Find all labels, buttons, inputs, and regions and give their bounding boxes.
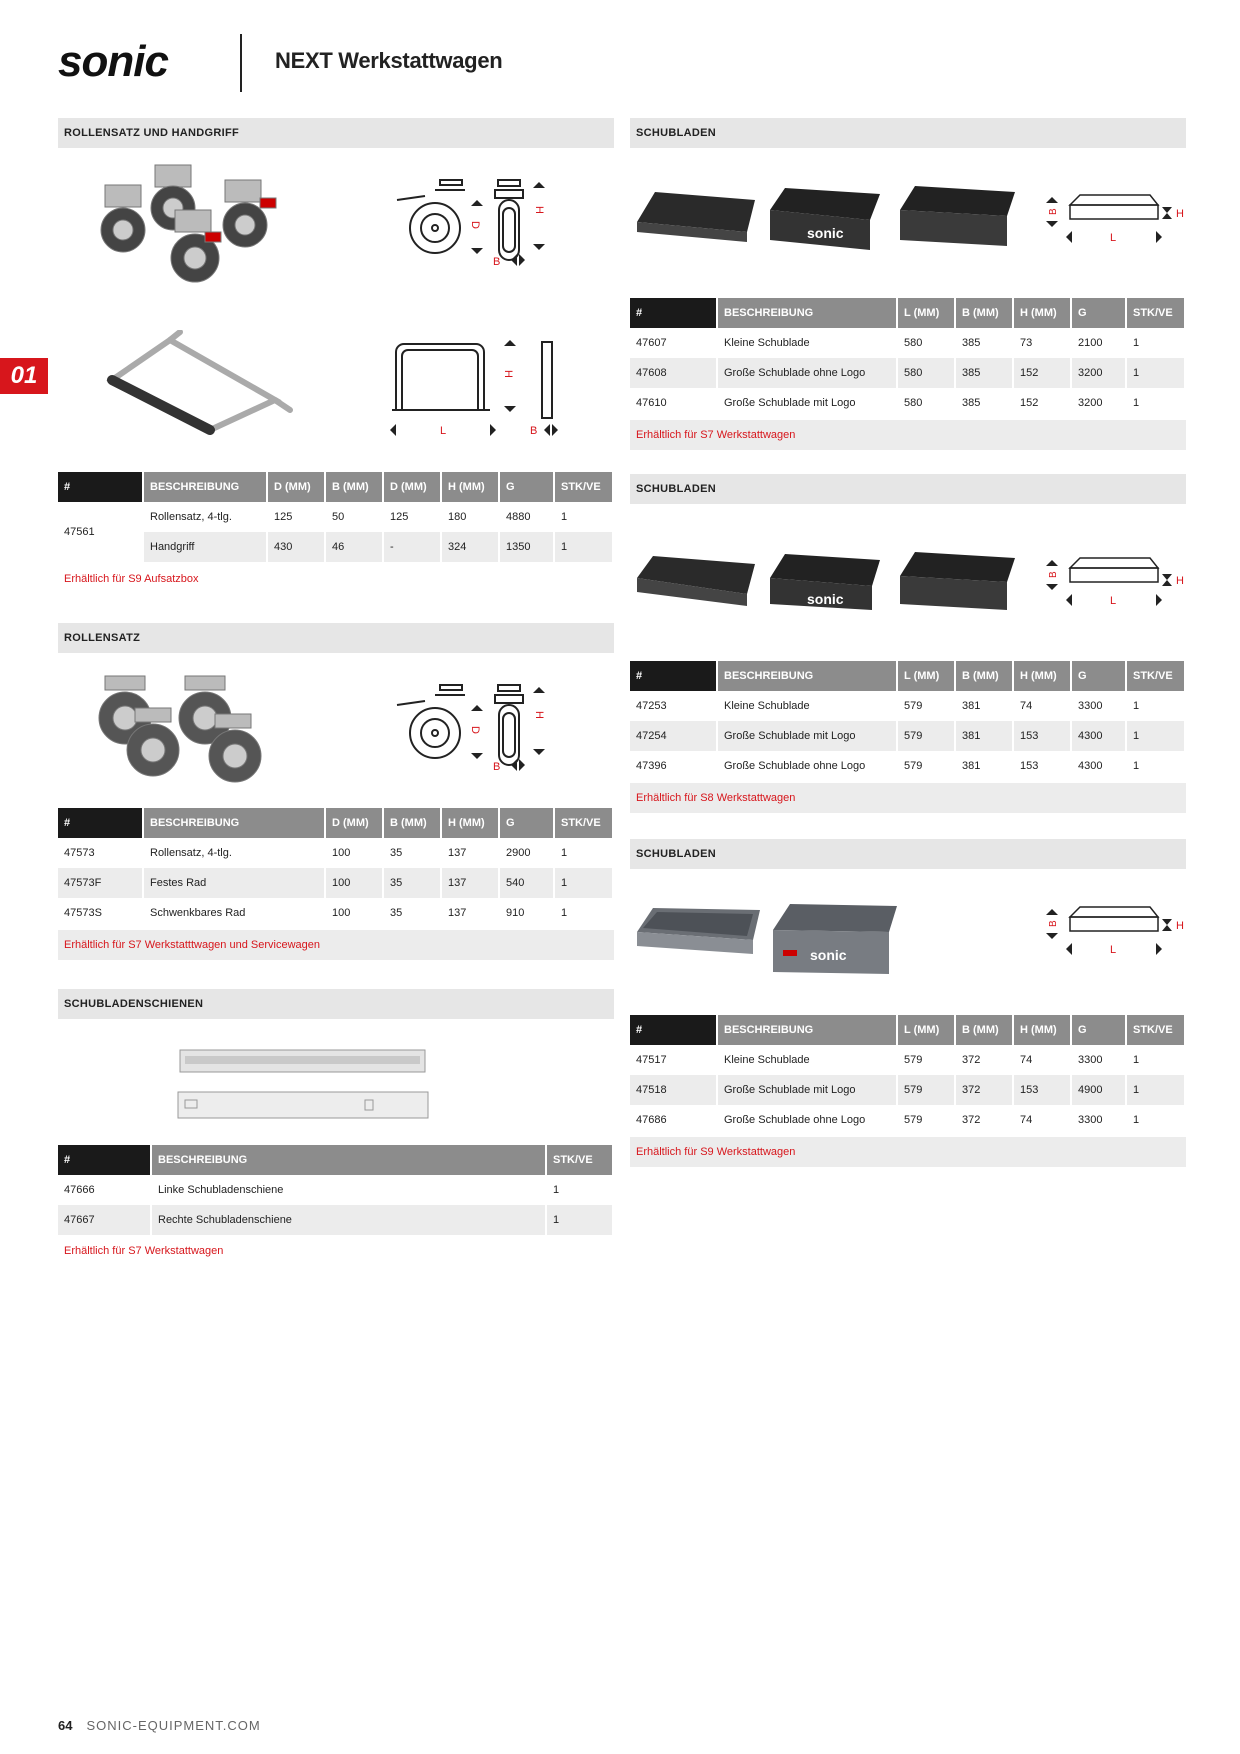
col-header: B (MM) <box>955 298 1013 328</box>
drawers-image-s7 <box>635 180 1025 255</box>
col-header: H (MM) <box>441 472 499 502</box>
col-header: G <box>1071 661 1126 691</box>
table-row: 47396 Große Schublade ohne Logo 579 381 153 4300 1 <box>630 751 1185 781</box>
col-header: STK/VE <box>1126 1015 1185 1045</box>
svg-text:H: H <box>1176 575 1184 587</box>
col-header: # <box>630 298 717 328</box>
drawers-image-s9 <box>635 900 905 980</box>
page-footer <box>58 1718 261 1733</box>
svg-text:L: L <box>440 425 447 437</box>
caster-dimension-drawing-2 <box>395 683 565 778</box>
table-row: 47666 Linke Schubladenschiene 1 <box>58 1175 613 1205</box>
svg-text:B: B <box>1048 571 1059 578</box>
availability-note: Erhältlich für S9 Aufsatzbox <box>64 573 199 585</box>
svg-text:B: B <box>493 761 501 773</box>
col-header: L (MM) <box>897 661 955 691</box>
table-row: 47518 Große Schublade mit Logo 579 372 153 4900 1 <box>630 1075 1185 1105</box>
table-row: 47517 Kleine Schublade 579 372 74 3300 1 <box>630 1045 1185 1075</box>
table-row: 47610 Große Schublade mit Logo 580 385 152 3200 1 <box>630 388 1185 418</box>
col-header: BESCHREIBUNG <box>717 661 897 691</box>
table-row: 47573 Rollensatz, 4-tlg. 100 35 137 2900 1 <box>58 838 613 868</box>
col-header: BESCHREIBUNG <box>151 1145 546 1175</box>
col-header: BESCHREIBUNG <box>143 808 325 838</box>
col-header: H (MM) <box>1013 661 1071 691</box>
availability-note: Erhältlich für S7 Werkstatttwagen und Servicewagen <box>58 930 614 960</box>
col-header: D (MM) <box>383 472 441 502</box>
drawer-dimension-drawing-s7 <box>1040 193 1190 248</box>
website-link[interactable]: SONIC-EQUIPMENT.COM <box>86 1718 261 1733</box>
col-header: B (MM) <box>955 1015 1013 1045</box>
col-header: H (MM) <box>1013 298 1071 328</box>
sonic-logo <box>58 40 208 84</box>
col-header: STK/VE <box>546 1145 613 1175</box>
table-schienen <box>58 1145 614 1235</box>
svg-text:D: D <box>469 221 481 229</box>
availability-note: Erhältlich für S7 Werkstattwagen <box>64 1245 224 1257</box>
handle-dimension-drawing <box>390 340 565 440</box>
drawer-dimension-drawing-s8 <box>1040 556 1190 611</box>
col-header: G <box>499 808 554 838</box>
col-header: G <box>1071 1015 1126 1045</box>
col-header: D (MM) <box>325 808 383 838</box>
col-header: # <box>58 1145 151 1175</box>
section-heading-schubladen-s8: SCHUBLADEN <box>630 474 1186 504</box>
svg-text:B: B <box>1048 920 1059 927</box>
svg-text:sonic: sonic <box>807 225 844 241</box>
col-header: BESCHREIBUNG <box>717 1015 897 1045</box>
table-row: 47608 Große Schublade ohne Logo 580 385 152 3200 1 <box>630 358 1185 388</box>
col-header: H (MM) <box>1013 1015 1071 1045</box>
svg-text:B: B <box>1048 208 1059 215</box>
col-header: # <box>630 661 717 691</box>
col-header: G <box>499 472 554 502</box>
table-row: 47607 Kleine Schublade 580 385 73 2100 1 <box>630 328 1185 358</box>
svg-text:H: H <box>1176 208 1184 220</box>
table-row: Handgriff 430 46 - 324 1350 1 <box>58 532 613 562</box>
col-header: L (MM) <box>897 298 955 328</box>
chapter-tab: 01 <box>0 358 48 394</box>
col-header: G <box>1071 298 1126 328</box>
caster-dimension-drawing <box>395 178 565 273</box>
svg-text:L: L <box>1110 595 1117 607</box>
svg-text:D: D <box>469 726 481 734</box>
col-header: STK/VE <box>554 808 613 838</box>
col-header: B (MM) <box>325 472 383 502</box>
page-title: NEXT Werkstattwagen <box>275 48 503 73</box>
table-row: 47573S Schwenkbares Rad 100 35 137 910 1 <box>58 898 613 928</box>
col-header: # <box>630 1015 717 1045</box>
col-header: H (MM) <box>441 808 499 838</box>
col-header: B (MM) <box>955 661 1013 691</box>
drawers-image-s8 <box>635 548 1025 623</box>
table-row: 47667 Rechte Schubladenschiene 1 <box>58 1205 613 1235</box>
svg-text:sonic: sonic <box>807 591 844 607</box>
svg-text:H: H <box>502 370 514 378</box>
col-header: STK/VE <box>1126 298 1185 328</box>
svg-text:sonic: sonic <box>58 40 168 84</box>
svg-text:H: H <box>1176 920 1184 932</box>
table-schubladen-s8 <box>630 661 1186 781</box>
drawer-dimension-drawing-s9 <box>1040 905 1190 960</box>
page-number: 64 <box>58 1718 73 1733</box>
col-header: BESCHREIBUNG <box>717 298 897 328</box>
table-rollensatz-handgriff <box>58 472 614 562</box>
svg-text:sonic: sonic <box>810 947 847 963</box>
section-heading-schubladen-s9: SCHUBLADEN <box>630 839 1186 869</box>
section-heading-schubladen-s7: SCHUBLADEN <box>630 118 1186 148</box>
table-row: 47561 Rollensatz, 4-tlg. 125 50 125 180 4880 1 <box>58 502 613 532</box>
caster-set-image-2 <box>95 668 295 788</box>
handle-image <box>100 330 300 440</box>
col-header: BESCHREIBUNG <box>143 472 267 502</box>
svg-text:L: L <box>1110 944 1117 956</box>
table-row: 47254 Große Schublade mit Logo 579 381 153 4300 1 <box>630 721 1185 751</box>
drawer-slides-image <box>175 1048 435 1124</box>
col-header: # <box>58 472 143 502</box>
caster-set-image <box>95 160 305 290</box>
svg-text:L: L <box>1110 232 1117 244</box>
col-header: # <box>58 808 143 838</box>
col-header: STK/VE <box>1126 661 1185 691</box>
table-rollensatz <box>58 808 614 928</box>
table-row: 47573F Festes Rad 100 35 137 540 1 <box>58 868 613 898</box>
table-schubladen-s9 <box>630 1015 1186 1135</box>
col-header: B (MM) <box>383 808 441 838</box>
svg-text:H: H <box>533 206 545 214</box>
svg-text:B: B <box>493 256 501 268</box>
svg-text:B: B <box>530 425 538 437</box>
table-row: 47686 Große Schublade ohne Logo 579 372 74 3300 1 <box>630 1105 1185 1135</box>
table-row: 47253 Kleine Schublade 579 381 74 3300 1 <box>630 691 1185 721</box>
svg-text:H: H <box>533 711 545 719</box>
col-header: STK/VE <box>554 472 613 502</box>
availability-note: Erhältlich für S9 Werkstattwagen <box>630 1137 1186 1167</box>
table-schubladen-s7 <box>630 298 1186 418</box>
availability-note: Erhältlich für S7 Werkstattwagen <box>630 420 1186 450</box>
section-heading-rollensatz: ROLLENSATZ <box>58 623 614 653</box>
col-header: D (MM) <box>267 472 325 502</box>
section-heading-schienen: SCHUBLADENSCHIENEN <box>58 989 614 1019</box>
header-divider <box>240 34 242 92</box>
section-heading-rollensatz-handgriff: ROLLENSATZ UND HANDGRIFF <box>58 118 614 148</box>
col-header: L (MM) <box>897 1015 955 1045</box>
availability-note: Erhältlich für S8 Werkstattwagen <box>630 783 1186 813</box>
